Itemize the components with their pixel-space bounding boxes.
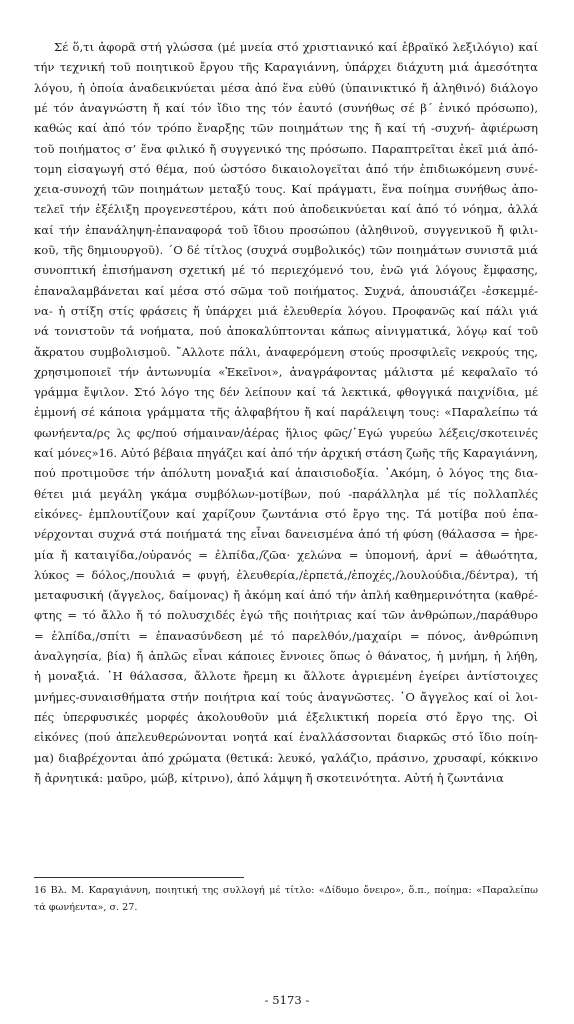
text-line: καί μόνες»16. Αὐτό βέβαια πηγάζει καί ἀπό τήν ἀρχική στάση ζωῆς τῆς Καραγιάννη, — [34, 446, 538, 460]
text-line: χρησιμοποιεῖ τήν ἀντωνυμία «Ἐκεῖνοι», ἀναγράφοντας μάλιστα μέ κεφαλαῖο τό — [34, 364, 538, 379]
text-line: εἰκόνες- ἐμπλουτίζουν καί χαρίζουν ζωντάνια στό ἔργο της. Τά μοτίβα πού ἐπα- — [34, 506, 538, 521]
text-line: μνήμες-συναισθήματα στήν ποιήτρια καί τούς ἀναγνῶστες. ῾Ο ἄγγελος καί οἱ λοι- — [34, 689, 538, 704]
text-line: πού προτιμοῦσε τήν ἀπόλυτη μοναξιά καί ἀπαισιοδοξία. ᾿Ακόμη, ὁ λόγος της δια- — [34, 466, 538, 481]
text-line: καί τήν ἐπανάληψη-ἐπαναφορά τοῦ ἴδιου προσώπου (ἀληθινοῦ, συγγενικοῦ ἤ φιλι- — [34, 222, 538, 237]
text-line: λόγου, ἡ ὁποία ἀναδεικνύεται μέσα ἀπό ἕνα εὐθύ (ὑπαινικτικό ἤ ἀληθινό) διάλογο — [34, 80, 538, 95]
text-line: χεια-συνοχή τῶν ποιημάτων μεταξύ τους. Καί πράγματι, ἕνα ποίημα συνήθως ἀπο- — [34, 182, 538, 197]
text-line: ἀναλγησία, βία) ἤ ἁπλῶς εἶναι κάποιες ἔννοιες ὅπως ὁ θάνατος, ἡ μνήμη, ἡ λήθη, — [34, 649, 538, 663]
text-line: Σέ ὅ,τι ἀφορᾶ στή γλώσσα (μέ μνεία στό χριστιανικό καί ἑβραϊκό λεξιλόγιο) καί — [54, 40, 538, 54]
text-line: συνοπτική ἐπισήμανση σχετική μέ τό περιεχόμενό του, ἐνῶ γιά λόγους ἔμφασης, — [34, 263, 538, 278]
text-line: ἄκρατου συμβολισμοῦ. ῎Αλλοτε πάλι, ἀναφερόμενη στούς προσφιλεῖς νεκρούς της, — [34, 344, 538, 359]
text-line: κοῦ, τῆς δημιουργοῦ). ΄Ο δέ τίτλος (συχνά συμβολικός) τῶν ποιημάτων συνιστᾶ μιά — [34, 243, 538, 257]
text-line: εἰκόνες (πού ἀπελευθερώνονται νοητά καί ἐναλλάσσονται διαρκῶς στό ἴδιο ποίη- — [34, 730, 538, 745]
text-line: ἐπαναλαμβάνεται καί μέσα στό σῶμα τοῦ ποιήματος. Συχνά, ἀπουσιάζει -ἐσκεμμέ- — [34, 283, 538, 298]
footnote-line-2: τά φωνήεντα», σ. 27. — [34, 902, 138, 913]
text-line: τομη εἰσαγωγή στό θέμα, πού ὡστόσο δικαιολογεῖται ἀπό τήν ἐπιδιωκόμενη συνέ- — [34, 161, 538, 176]
text-line: λύκος = δόλος,/πουλιά = φυγή, ἐλευθερία,/ἑρπετά,/ἐποχές,/λουλούδια,/δέντρα), τή — [34, 567, 538, 582]
text-line: ἡ μοναξιά. ῾Η θάλασσα, ἄλλοτε ἤρεμη κι ἄλλοτε ἀγριεμένη ἐγείρει ἀντίστοιχες — [34, 669, 538, 684]
text-line: = ἐλπίδα,/σπίτι = ἐπανασύνδεση μέ τό παρελθόν,/μαχαίρι = πόνος, ἀνθρώπινη — [34, 628, 538, 643]
text-line: να- ἡ στίξη στίς φράσεις ἤ ὑπάρχει μιά ἐλευθερία λόγου. Προφανῶς καί πάλι γιά — [34, 303, 538, 318]
text-line: μέ τόν ἀναγνώστη ἤ καί τόν ἴδιο της τόν ἑαυτό (συνήθως σέ β΄ ἑνικό πρόσωπο), — [34, 100, 538, 115]
text-line: μία ἤ καταιγίδα,/οὐρανός = ἐλπίδα,/ζῶα· χελώνα = ὑπομονή, ἀρνί = ἀθωότητα, — [34, 547, 538, 562]
text-line: ἐμμονή σέ κάποια γράμματα τῆς ἀλφαβήτου ἤ καί παράλειψη τους: «Παραλείπω τά — [34, 405, 538, 420]
text-line: μα) διαβρέχονται ἀπό χρώματα (θετικά: λευκό, γαλάζιο, πράσινο, χρυσαφί, κόκκινο — [34, 750, 538, 765]
text-line: θέτει μιά μεγάλη γκάμα συμβόλων-μοτίβων, πού -παράλληλα μέ τίς πολλαπλές — [34, 486, 538, 501]
text-line: νά τονιστοῦν τά νοήματα, πού ἀποκαλύπτονται κάπως αἰνιγματικά, λόγῳ καί τοῦ — [34, 324, 538, 339]
text-line: νέρχονται συχνά στά ποιήματά της εἶναι δανεισμένα ἀπό τή φύση (θάλασσα = ἠρε- — [34, 527, 538, 542]
text-line: γράμμα ἔψιλον. Στό λόγο της δέν λείπουν καί τά λεκτικά, φθογγικά παιχνίδια, μέ — [34, 385, 538, 400]
text-line: μεταφυσική (ἄγγελος, δαίμονας) ἤ ἀκόμη καί ἀπό τήν ἁπλή καθημερινότητα (καθρέ- — [34, 588, 538, 603]
text-line: τοῦ ποιήματος σ’ ἕνα φιλικό ἤ συγγενικό της πρόσωπο. Παραπτρεῖται ἐκεῖ μιά ἀπό- — [34, 141, 538, 156]
text-line: φωνήεντα/ρς λς φς/πού σήμαιναν/ἀέρας ἥλιος φῶς/῾Εγώ γυρεύω λέξεις/σκοτεινές — [34, 425, 538, 440]
text-line: ἤ ἀρνητικά: μαῦρο, μώβ, κίτρινο), ἀπό λάμψη ἤ σκοτεινότητα. Αὐτή ἡ ζωντάνια — [34, 770, 504, 785]
page-number: - 5173 - — [264, 993, 310, 1007]
text-line: τελεῖ τήν ἐξέλιξη προγενεστέρου, κάτι πού ἀποδεικνύεται καί ἀπό τό νόημα, ἀλλά — [34, 202, 538, 217]
text-line: τήν τεχνική τοῦ ποιητικοῦ ἔργου τῆς Καραγιάννη, ὑπάρχει διάχυτη μιά ἀμεσότητα — [34, 60, 538, 75]
footnote-divider — [34, 877, 244, 878]
text-line: φτης = τό ἄλλο ἤ τό πολυσχιδές ἐγώ τῆς ποιήτριας καί τῶν ἀνθρώπων,/παράθυρο — [34, 608, 538, 623]
footnote-line-1: 16 Βλ. Μ. Καραγιάννη, ποιητική της συλλογή μέ τίτλο: «Δίδυμο ὄνειρο», ὅ.π., ποίημα: «Παραλείπω — [34, 885, 538, 896]
text-line: καθώς καί ἀπό τόν τρόπο ἔναρξης τῶν ποιημάτων της ἤ καί τή -συχνή- ἀφιέρωση — [34, 121, 538, 136]
text-line: πές ὑπερφυσικές μορφές ἀκολουθοῦν μιά ἐξελικτική πορεία στό ἔργο της. Οἱ — [34, 709, 538, 724]
